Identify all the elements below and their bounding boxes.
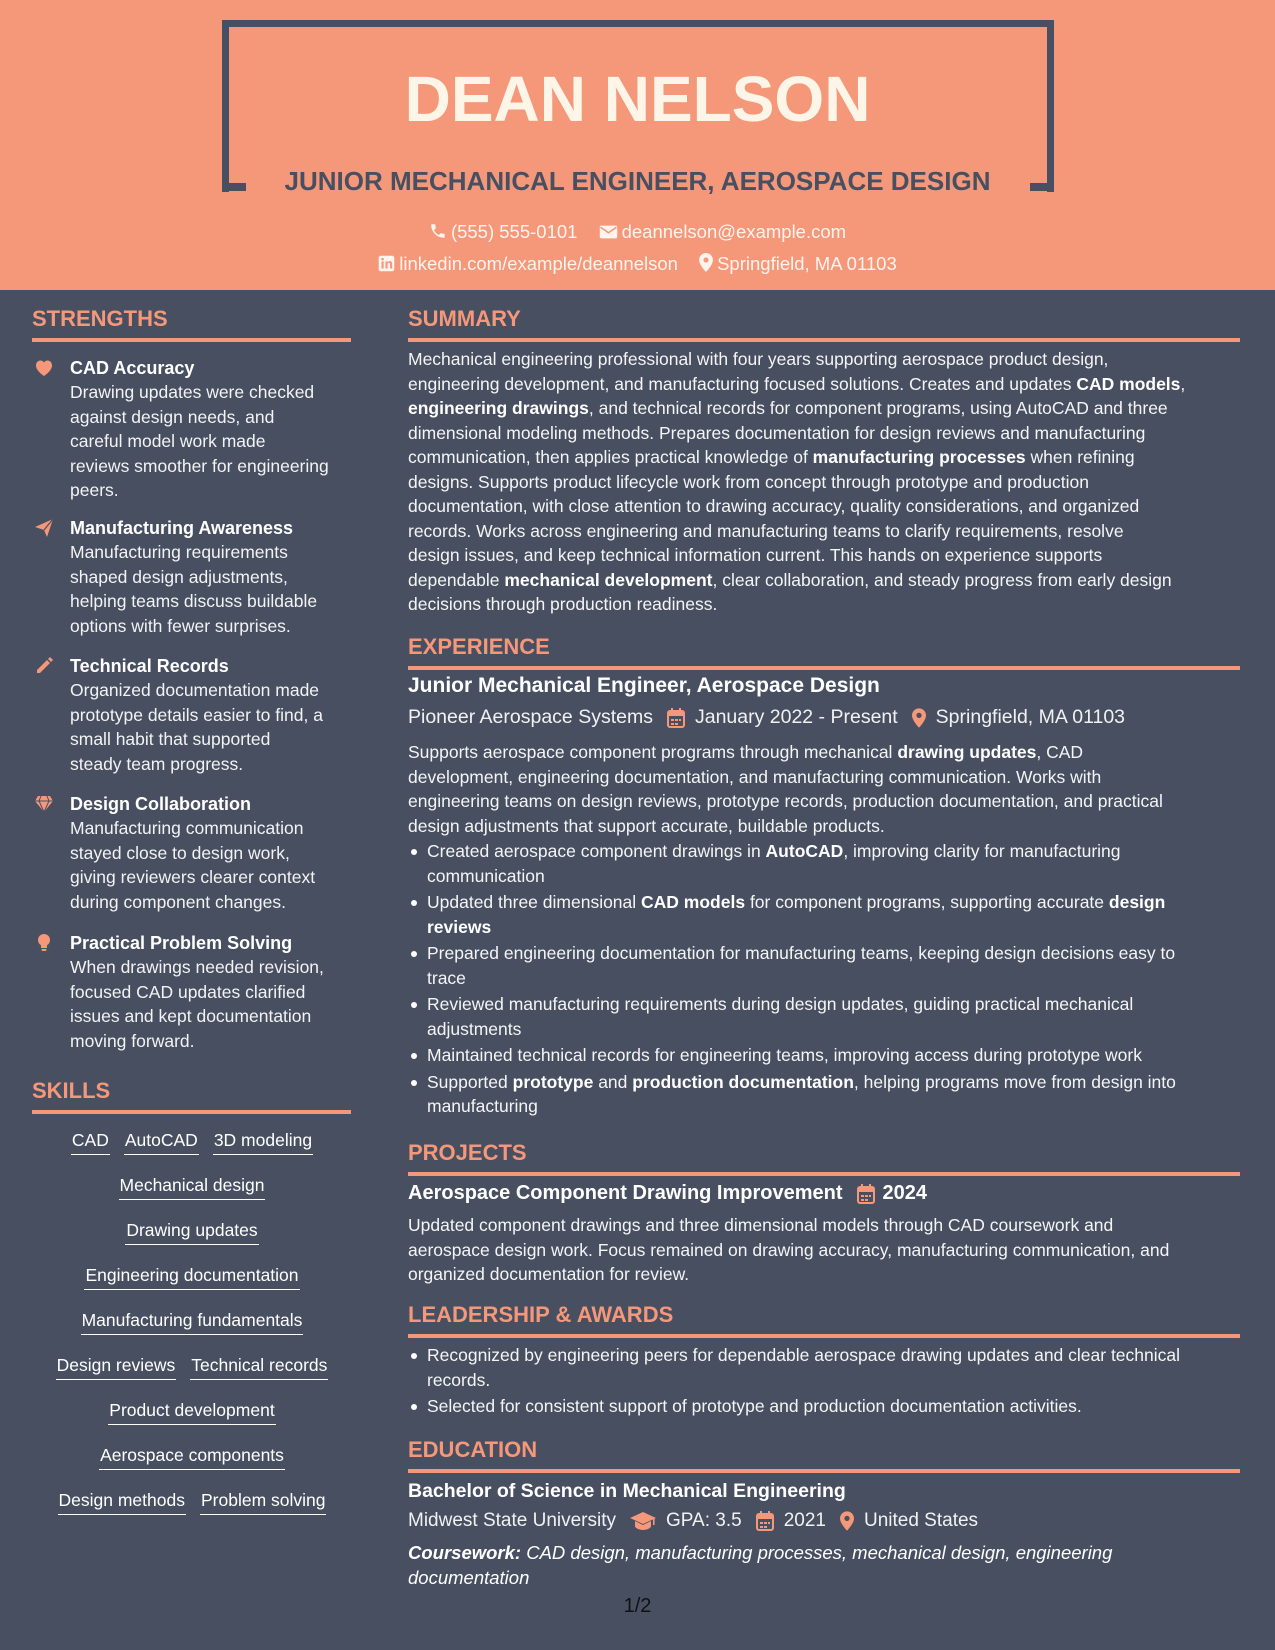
strength-description: Manufacturing requirements shaped design adjustments, helping teams discuss buildable options with fewer surprises. bbox=[70, 542, 318, 636]
phone-icon bbox=[429, 222, 447, 240]
school-name bbox=[408, 1510, 616, 1532]
skill-tag: Mechanical design bbox=[119, 1173, 266, 1200]
candidate-name: DEAN NELSON bbox=[404, 63, 871, 135]
leadership-heading: LEADERSHIP & AWARDS bbox=[408, 1302, 1240, 1338]
company-name bbox=[408, 706, 653, 729]
contact-phone[interactable] bbox=[429, 221, 578, 243]
skill-tag: Aerospace components bbox=[99, 1443, 285, 1470]
skills-row bbox=[32, 1398, 352, 1425]
contact-email[interactable] bbox=[599, 221, 846, 243]
skill-tag: Engineering documentation bbox=[84, 1263, 299, 1290]
linkedin-text: linkedin.com/example/deannelson bbox=[399, 253, 678, 274]
contact-location bbox=[699, 253, 897, 275]
location-text: Springfield, MA 01103 bbox=[717, 253, 897, 274]
bullet-item: Created aerospace component drawings in AutoCAD, improving clarity for manufacturing communication bbox=[408, 839, 1240, 888]
education-meta bbox=[408, 1510, 992, 1532]
strength-item bbox=[32, 931, 352, 1053]
job-dates bbox=[667, 706, 898, 729]
skill-tag: Technical records bbox=[190, 1353, 328, 1380]
map-pin-icon bbox=[699, 253, 713, 272]
calendar-icon bbox=[756, 1511, 774, 1531]
job-bullets bbox=[408, 839, 1240, 1121]
coursework-text: CAD design, manufacturing processes, mechanical design, engineering documentation bbox=[408, 1542, 1113, 1588]
strength-description: Organized documentation made prototype details easier to find, a small habit that supported steady team progress. bbox=[70, 680, 323, 774]
strength-item bbox=[32, 516, 352, 638]
strength-description: When drawings needed revision, focused CAD updates clarified issues and kept documentation moving forward. bbox=[70, 957, 324, 1051]
education-location bbox=[840, 1510, 978, 1532]
lightbulb-icon bbox=[34, 933, 54, 953]
job-meta bbox=[408, 706, 1139, 729]
graduation-year bbox=[756, 1510, 826, 1532]
linkedin-icon bbox=[378, 255, 395, 272]
strength-item bbox=[32, 356, 352, 503]
pencil-icon bbox=[34, 656, 54, 676]
skill-tag: AutoCAD bbox=[124, 1128, 199, 1155]
bullet-item: Updated three dimensional CAD models for component programs, supporting accurate design reviews bbox=[408, 890, 1240, 939]
skill-tag: Drawing updates bbox=[125, 1218, 258, 1245]
skill-tag: CAD bbox=[71, 1128, 110, 1155]
job-description: Supports aerospace component programs through mechanical drawing updates, CAD development, engineering documentation, and manufacturing communication. Works with engineering teams on design reviews, prototype records, production documentation, and practical design adjustments that support accurate, buildable products. bbox=[408, 742, 1163, 836]
school-text: Midwest State University bbox=[408, 1510, 617, 1531]
skills-row bbox=[32, 1353, 352, 1380]
calendar-icon bbox=[857, 1184, 875, 1204]
year-text: 2021 bbox=[783, 1510, 826, 1531]
skill-tag: Product development bbox=[108, 1398, 275, 1425]
company-text: Pioneer Aerospace Systems bbox=[408, 706, 653, 728]
contact-linkedin[interactable] bbox=[378, 253, 678, 275]
candidate-title: JUNIOR MECHANICAL ENGINEER, AEROSPACE DESIGN bbox=[284, 166, 991, 196]
skill-tag: Design methods bbox=[58, 1488, 186, 1515]
paper-plane-icon bbox=[34, 518, 54, 538]
strength-item bbox=[32, 654, 352, 776]
skills-row bbox=[32, 1173, 352, 1200]
project-header bbox=[408, 1182, 927, 1205]
contact-line-2 bbox=[0, 253, 1275, 275]
skill-tag: Manufacturing fundamentals bbox=[81, 1308, 304, 1335]
bullet-item: Supported prototype and production documentation, helping programs move from design into manufacturing bbox=[408, 1070, 1240, 1119]
summary-heading: SUMMARY bbox=[408, 306, 1240, 342]
dates-text: January 2022 - Present bbox=[694, 706, 898, 728]
project-title: Aerospace Component Drawing Improvement bbox=[408, 1182, 843, 1204]
graduation-cap-icon bbox=[630, 1512, 656, 1530]
skill-tag: 3D modeling bbox=[213, 1128, 313, 1155]
summary-text: Mechanical engineering professional with four years supporting aerospace product design, engineering development, and manufacturing focused solutions. Creates and updates CAD models, engineering drawings, and technical records for component programs, using AutoCAD and three dimensional modeling methods. Prepares documentation for design reviews and manufacturing communication, then applies practical knowledge of manufacturing processes when refining designs. Supports product lifecycle work from concept through prototype and production documentation, with close attention to drawing accuracy, quality considerations, and organized records. Works across engineering and manufacturing teams to clarify requirements, resolve design issues, and keep technical information current. This hands on experience supports dependable mechanical development, clear collaboration, and steady progress from early design decisions through production readiness. bbox=[408, 349, 1186, 614]
strength-description: Drawing updates were checked against design needs, and careful model work made reviews smoother for engineering peers. bbox=[70, 382, 329, 500]
map-pin-icon bbox=[912, 708, 926, 728]
map-pin-icon bbox=[840, 1511, 854, 1531]
resume-header bbox=[0, 0, 1275, 290]
strength-title: Design Collaboration bbox=[70, 794, 252, 814]
strength-title: Manufacturing Awareness bbox=[70, 518, 294, 538]
skills-row bbox=[32, 1128, 352, 1155]
strength-title: Technical Records bbox=[70, 656, 229, 676]
coursework bbox=[408, 1541, 1240, 1590]
page-number: 1/2 bbox=[623, 1595, 652, 1617]
gpa-text: GPA: 3.5 bbox=[666, 1510, 742, 1531]
strength-description: Manufacturing communication stayed close to design work, giving reviewers clearer context during component changes. bbox=[70, 818, 316, 912]
education-heading: EDUCATION bbox=[408, 1437, 1240, 1473]
skills-row bbox=[32, 1308, 352, 1335]
bullet-item: Prepared engineering documentation for manufacturing teams, keeping design decisions easy to trace bbox=[408, 941, 1240, 990]
envelope-icon bbox=[599, 224, 618, 240]
projects-heading: PROJECTS bbox=[408, 1140, 1240, 1176]
strength-item bbox=[32, 792, 352, 914]
contact-line-1 bbox=[0, 221, 1275, 243]
leadership-bullets bbox=[408, 1343, 1240, 1421]
strengths-heading: STRENGTHS bbox=[32, 306, 351, 342]
heart-icon bbox=[34, 358, 54, 378]
email-text: deannelson@example.com bbox=[621, 221, 847, 242]
degree-title: Bachelor of Science in Mechanical Engineering bbox=[408, 1480, 846, 1502]
project-description: Updated component drawings and three dimensional models through CAD coursework and aerospace design work. Focus remained on drawing accuracy, manufacturing communication, and organized documentation for review. bbox=[408, 1215, 1170, 1284]
job-location-text: Springfield, MA 01103 bbox=[935, 706, 1126, 728]
diamond-icon bbox=[34, 794, 54, 814]
phone-text: (555) 555-0101 bbox=[450, 221, 578, 242]
skills-heading: SKILLS bbox=[32, 1078, 351, 1114]
bullet-item: Recognized by engineering peers for dependable aerospace drawing updates and clear technical records. bbox=[408, 1343, 1240, 1392]
bullet-item: Selected for consistent support of prototype and production documentation activities. bbox=[408, 1394, 1240, 1419]
skill-tag: Problem solving bbox=[200, 1488, 327, 1515]
coursework-label: Coursework: bbox=[408, 1542, 522, 1563]
skills-row bbox=[32, 1488, 352, 1515]
strength-title: Practical Problem Solving bbox=[70, 933, 293, 953]
project-year: 2024 bbox=[882, 1182, 928, 1204]
bullet-item: Maintained technical records for engineering teams, improving access during prototype work bbox=[408, 1043, 1240, 1068]
bullet-item: Reviewed manufacturing requirements during design updates, guiding practical mechanical adjustments bbox=[408, 992, 1240, 1041]
gpa bbox=[630, 1510, 742, 1532]
job-location bbox=[912, 706, 1125, 729]
experience-heading: EXPERIENCE bbox=[408, 634, 1240, 670]
skills-row bbox=[32, 1263, 352, 1290]
skills-row bbox=[32, 1218, 352, 1245]
skill-tag: Design reviews bbox=[56, 1353, 177, 1380]
skills-row bbox=[32, 1443, 352, 1470]
calendar-icon bbox=[667, 708, 685, 728]
strength-title: CAD Accuracy bbox=[70, 358, 195, 378]
job-title: Junior Mechanical Engineer, Aerospace Design bbox=[408, 674, 880, 697]
education-location-text: United States bbox=[863, 1510, 979, 1531]
